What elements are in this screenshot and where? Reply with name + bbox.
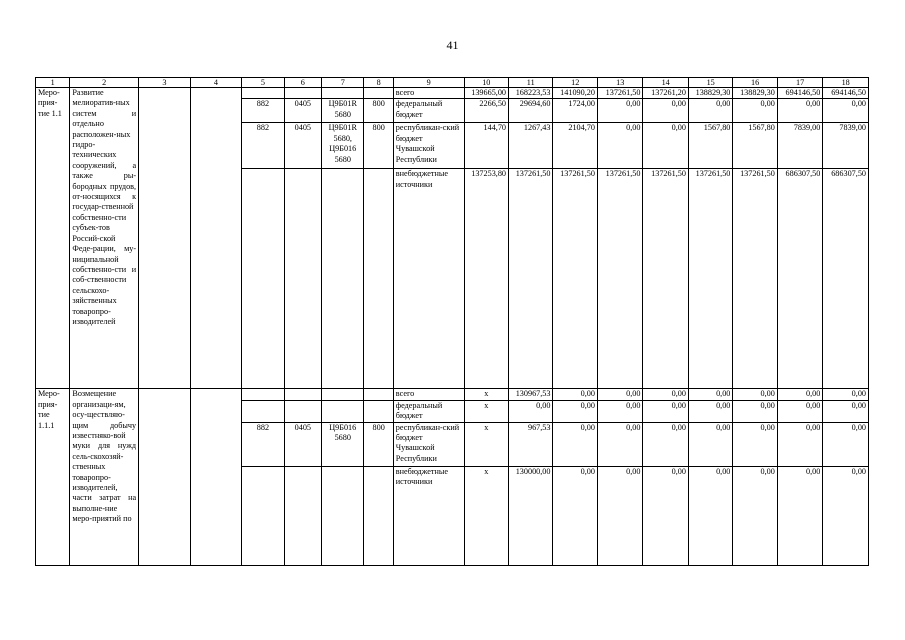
value-cell: 137261,50 (597, 169, 642, 389)
funding-source-cell: внебюджетные источники (393, 466, 464, 565)
section-code-cell (284, 88, 321, 99)
expense-type-cell: 800 (364, 422, 393, 466)
value-cell: 0,00 (777, 400, 822, 422)
funding-source-cell: федеральный бюджет (393, 400, 464, 422)
budget-code-cell (242, 88, 284, 99)
expense-type-cell (364, 400, 393, 422)
value-cell: 0,00 (597, 466, 642, 565)
page-number: 41 (446, 38, 459, 52)
value-cell: 0,00 (553, 389, 597, 400)
value-cell: 967,53 (509, 422, 553, 466)
column-header: 13 (597, 78, 642, 88)
header-row (36, 78, 869, 88)
value-cell: 2266,50 (464, 99, 508, 123)
section-code-cell (284, 169, 321, 389)
value-cell: x (464, 389, 508, 400)
value-cell: 137261,20 (643, 88, 688, 99)
value-cell: 7839,00 (823, 123, 869, 169)
value-cell: 0,00 (597, 123, 642, 169)
column-header: 9 (393, 78, 464, 88)
value-cell: 0,00 (688, 400, 732, 422)
value-cell: 0,00 (688, 466, 732, 565)
value-cell: 2104,70 (553, 123, 597, 169)
value-cell: 0,00 (733, 389, 777, 400)
value-cell: 0,00 (688, 422, 732, 466)
expense-type-cell: 800 (364, 99, 393, 123)
value-cell: 0,00 (643, 99, 688, 123)
budget-code-cell (242, 400, 284, 422)
value-cell: x (464, 466, 508, 565)
target-article-cell: Ц9Б01R 5680, Ц9Б016 5680 (322, 123, 364, 169)
value-cell: 0,00 (643, 389, 688, 400)
expense-type-cell (364, 169, 393, 389)
value-cell: 0,00 (553, 422, 597, 466)
value-cell: 0,00 (777, 389, 822, 400)
value-cell: 29694,60 (509, 99, 553, 123)
column-header: 5 (242, 78, 284, 88)
column-header: 11 (509, 78, 553, 88)
funding-source-cell: всего (393, 88, 464, 99)
value-cell: 0,00 (823, 389, 869, 400)
value-cell: 0,00 (643, 123, 688, 169)
funding-source-cell: всего (393, 389, 464, 400)
value-cell: 130967,53 (509, 389, 553, 400)
target-article-cell (322, 400, 364, 422)
value-cell: 0,00 (823, 466, 869, 565)
value-cell: 137261,50 (733, 169, 777, 389)
funding-source-cell: республикан-ский бюджет Чувашской Республики (393, 123, 464, 169)
value-cell: 1567,80 (688, 123, 732, 169)
value-cell: 0,00 (643, 422, 688, 466)
measure-id: Меро- прия- тие 1.1.1 (36, 389, 70, 565)
value-cell: 0,00 (597, 99, 642, 123)
value-cell: 0,00 (733, 400, 777, 422)
funding-source-cell: федеральный бюджет (393, 99, 464, 123)
budget-table (35, 77, 869, 566)
column-header: 4 (190, 78, 242, 88)
budget-code-cell (242, 389, 284, 400)
measure-name: Развитие мелиоратив-ных систем и отдельно расположен-ных гидро-технических сооружений, а также ры-бородных прудов, от-носящихся к государ-ственной собственно-сти субъек-тов Россий-ской Феде-рации, му-ниципальной собственно-сти и соб-ственности сельскохо-зяйственных товаропро-изводителей (70, 88, 139, 389)
value-cell: 138829,30 (733, 88, 777, 99)
budget-code-cell: 882 (242, 422, 284, 466)
column-header: 15 (688, 78, 732, 88)
value-cell: 0,00 (509, 400, 553, 422)
column-header: 18 (823, 78, 869, 88)
target-article-cell: Ц9Б016 5680 (322, 422, 364, 466)
budget-code-cell (242, 466, 284, 565)
value-cell: 139665,00 (464, 88, 508, 99)
value-cell: 1267,43 (509, 123, 553, 169)
value-cell: 0,00 (553, 466, 597, 565)
value-cell: 7839,00 (777, 123, 822, 169)
section-code-cell (284, 400, 321, 422)
target-article-cell (322, 88, 364, 99)
section-code-cell (284, 389, 321, 400)
column-header: 7 (322, 78, 364, 88)
value-cell: 0,00 (823, 99, 869, 123)
value-cell: 0,00 (733, 466, 777, 565)
value-cell: 0,00 (643, 400, 688, 422)
table-body (36, 78, 869, 566)
column-header: 3 (139, 78, 191, 88)
value-cell: 137261,50 (643, 169, 688, 389)
value-cell: 141090,20 (553, 88, 597, 99)
value-cell: 694146,50 (823, 88, 869, 99)
value-cell: 137261,50 (553, 169, 597, 389)
section-code-cell: 0405 (284, 422, 321, 466)
value-cell: 137253,80 (464, 169, 508, 389)
value-cell: 0,00 (643, 466, 688, 565)
target-article-cell (322, 169, 364, 389)
value-cell: 0,00 (597, 422, 642, 466)
section-code-cell (284, 466, 321, 565)
value-cell: 1724,00 (553, 99, 597, 123)
value-cell: 138829,30 (688, 88, 732, 99)
column-header: 6 (284, 78, 321, 88)
column-header: 1 (36, 78, 70, 88)
expense-type-cell: 800 (364, 123, 393, 169)
measure-id: Меро- прия- тие 1.1 (36, 88, 70, 389)
value-cell: 0,00 (597, 400, 642, 422)
funding-source-cell: внебюджетные источники (393, 169, 464, 389)
value-cell: 0,00 (553, 400, 597, 422)
value-cell: 137261,50 (597, 88, 642, 99)
section-code-cell: 0405 (284, 99, 321, 123)
value-cell: 144,70 (464, 123, 508, 169)
value-cell: 0,00 (733, 422, 777, 466)
table-row (36, 389, 869, 400)
value-cell: 130000,00 (509, 466, 553, 565)
measure-name: Возмещение организаци-ям, осу-ществляю-щим добычу известняко-вой муки для нужд сель-скохозяй-ственных товаропро-изводителей, части затрат на выполне-ние меро-приятий по (70, 389, 139, 565)
column-header: 8 (364, 78, 393, 88)
column-header: 16 (733, 78, 777, 88)
table-row (36, 88, 869, 99)
expense-type-cell (364, 88, 393, 99)
value-cell: 0,00 (733, 99, 777, 123)
budget-code-cell: 882 (242, 99, 284, 123)
column-header: 14 (643, 78, 688, 88)
value-cell: 137261,50 (509, 169, 553, 389)
funding-source-cell: республикан-ский бюджет Чувашской Республики (393, 422, 464, 466)
value-cell: 0,00 (823, 400, 869, 422)
column-header: 2 (70, 78, 139, 88)
empty-cell (190, 389, 242, 565)
value-cell: 0,00 (823, 422, 869, 466)
expense-type-cell (364, 389, 393, 400)
column-header: 12 (553, 78, 597, 88)
value-cell: x (464, 422, 508, 466)
expense-type-cell (364, 466, 393, 565)
empty-cell (190, 88, 242, 389)
column-header: 10 (464, 78, 508, 88)
target-article-cell (322, 466, 364, 565)
empty-cell (139, 88, 191, 389)
empty-cell (139, 389, 191, 565)
value-cell: 137261,50 (688, 169, 732, 389)
section-code-cell: 0405 (284, 123, 321, 169)
value-cell: 0,00 (688, 99, 732, 123)
value-cell: 0,00 (597, 389, 642, 400)
value-cell: 1567,80 (733, 123, 777, 169)
value-cell: 686307,50 (823, 169, 869, 389)
column-header: 17 (777, 78, 822, 88)
value-cell: x (464, 400, 508, 422)
budget-code-cell (242, 169, 284, 389)
value-cell: 686307,50 (777, 169, 822, 389)
value-cell: 0,00 (777, 466, 822, 565)
value-cell: 0,00 (777, 99, 822, 123)
target-article-cell: Ц9Б01R 5680 (322, 99, 364, 123)
value-cell: 694146,50 (777, 88, 822, 99)
value-cell: 0,00 (777, 422, 822, 466)
value-cell: 0,00 (688, 389, 732, 400)
value-cell: 168223,53 (509, 88, 553, 99)
budget-code-cell: 882 (242, 123, 284, 169)
target-article-cell (322, 389, 364, 400)
